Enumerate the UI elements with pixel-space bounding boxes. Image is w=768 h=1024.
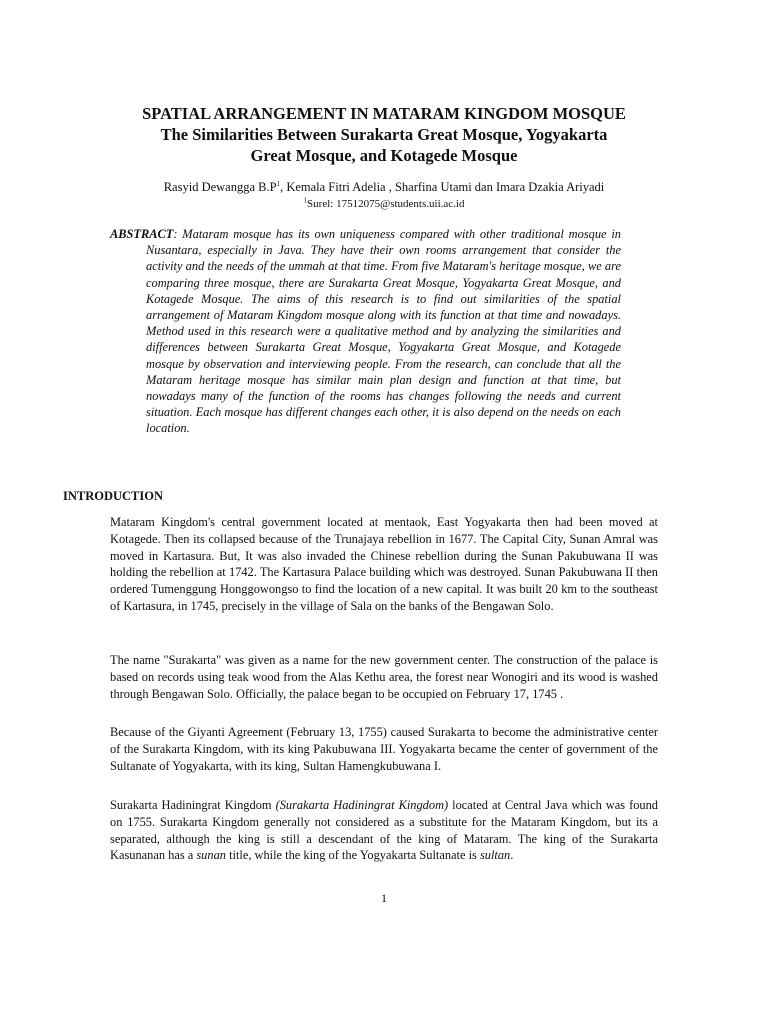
- author-superscript: 1: [276, 179, 281, 188]
- paragraph-text: central government located at mentaok, East Yogyakarta then had been moved at Kotagede. Then its collapsed because of the Trunajaya rebellion in 1677. The Capital City, Sunan Amral was moved in Kartasura. But, It was also invaded the Chinese rebellion during the Sunan Pakubuwana II was holding the rebellion at 1742. The Kartasura Palace building which was destroyed. Sunan Pakubuwana II then ordered Tumenggung Honggowongso to find the location of a new capital. It was built 20 km to the southeast of Kartasura, in 1745, precisely in the village of Sala on the banks of the Bengawan Solo.: [110, 515, 658, 613]
- title-line-2: The Similarities Between Surakarta Great Mosque, Yogyakarta: [160, 125, 608, 144]
- italic-text: sultan: [479, 848, 511, 863]
- introduction-paragraph-3: Because of the Giyanti Agreement (February 13, 1755) caused Surakarta to become the administrative center of the Surakarta Kingdom, with its king Pakubuwana III. Yogyakarta became the center of government of the Sultanate of Yogyakarta, with its king, Sultan Hamengkubuwana I.: [110, 725, 658, 773]
- paragraph-text: title, while the king of the Yogyakarta Sultanate is: [225, 848, 480, 863]
- paper-title: [100, 103, 668, 166]
- italic-text: sunan: [196, 848, 226, 863]
- affiliation-email: Surel: 17512075@students.uii.ac.id: [307, 198, 465, 210]
- paragraph-text: located at Central Java which was found on 1755. Surakarta Kingdom generally not considered as a substitute for the Mataram Kingdom, but its a separated, although the king is still a descendant of the king of Mataram. The king of the Surakarta Kasunanan has a: [110, 798, 658, 863]
- other-authors: , Kemala Fitri Adelia , Sharfina Utami dan Imara Dzakia Ariyadi: [280, 180, 605, 194]
- introduction-paragraph-1: [110, 514, 658, 615]
- italic-text: (Surakarta Hadiningrat Kingdom): [275, 798, 449, 812]
- paragraph-lead: Mataram Kingdom's: [110, 515, 215, 529]
- affiliation-superscript: 1: [303, 196, 308, 205]
- section-heading-introduction: INTRODUCTION: [63, 489, 164, 503]
- title-line-3: Great Mosque, and Kotagede Mosque: [250, 146, 518, 165]
- introduction-paragraph-4: [110, 797, 658, 864]
- first-author: Rasyid Dewangga B.P: [163, 180, 277, 194]
- abstract-label: ABSTRACT: [110, 227, 174, 241]
- abstract-text: : Mataram mosque has its own uniqueness compared with other traditional mosque in Nusantara, especially in Java. They have their own rooms arrangement that consider the activity and the needs of the ummah at that time. From five Mataram's heritage mosque, we are comparing three mosque, there are Surakarta Great Mosque, Yogyakarta Great Mosque, and Kotagede Mosque. The aims of this research is to find out similarities of the spatial arrangement of Mataram Kingdom mosque along with its function at that time and nowadays. Method used in this research were a qualitative method and by analyzing the similarities and differences between Surakarta Great Mosque, Yogyakarta Great Mosque, and Kotagede mosque by observation and interviewing people. From the research, can conclude that all the Mataram heritage mosque has similar main plan design and function at that time, but nowadays many of the function of the rooms has changes following the needs and current situation. Each mosque has different changes each other, it is also depend on the needs on each location.: [146, 227, 621, 436]
- introduction-paragraph-2: The name "Surakarta" was given as a name for the new government center. The construction of the palace is based on records using teak wood from the Alas Kethu area, the forest near Wonogiri and its wood is washed through Bengawan Solo. Officially, the palace began to be occupied on February 17, 1745 .: [110, 653, 658, 701]
- title-line-1: SPATIAL ARRANGEMENT IN MATARAM KINGDOM MOSQUE: [142, 104, 626, 123]
- affiliation: [200, 198, 568, 210]
- abstract: [110, 226, 621, 437]
- paragraph-text: .: [510, 848, 514, 863]
- author-list: [90, 180, 678, 195]
- page-number: 1: [381, 891, 387, 905]
- paragraph-text: Surakarta Hadiningrat Kingdom: [110, 798, 276, 812]
